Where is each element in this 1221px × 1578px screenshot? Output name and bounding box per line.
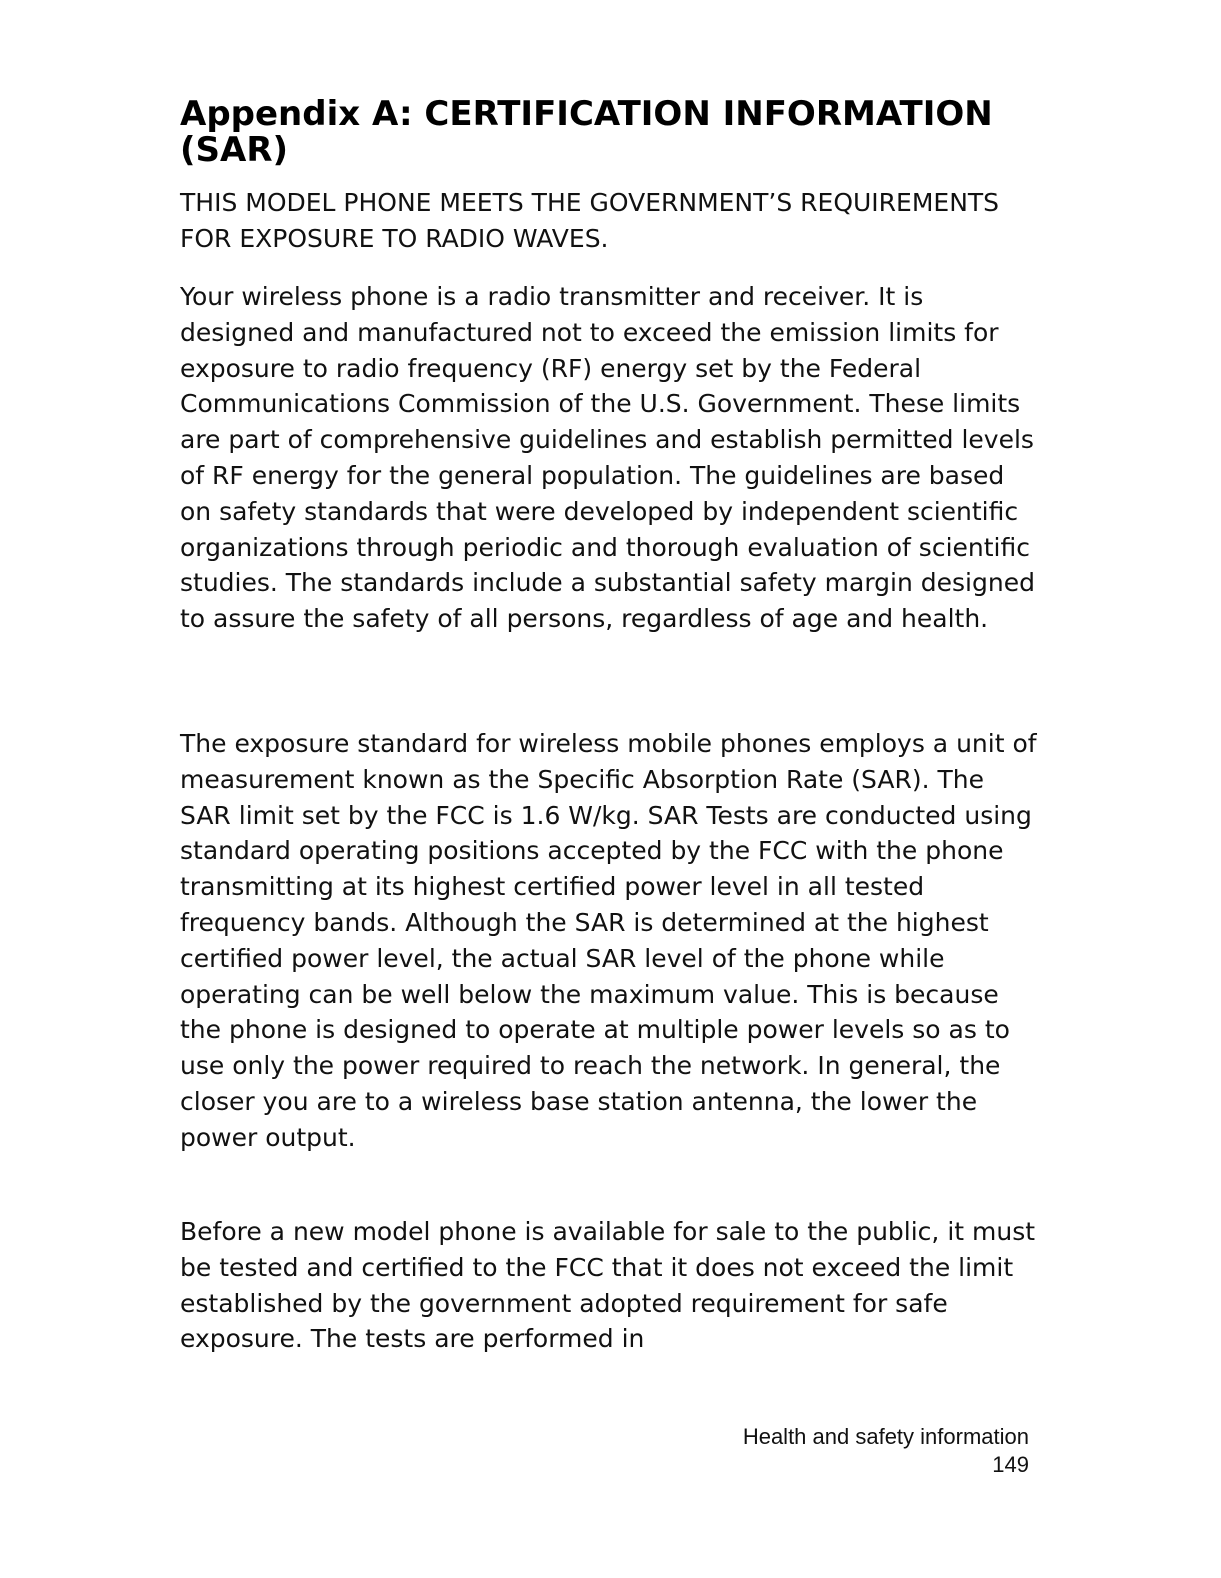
page-number: 149 — [992, 1452, 1029, 1477]
paragraph-sar-standard: The exposure standard for wireless mobile phones employs a unit of measurement known as the Specific Absorption Rate (SAR). The SAR limit set by the FCC is 1.6 W/kg. SAR Tests are conducted using standard operating positions accepted by the FCC with the phone transmitting at its highest certified power level in all tested frequency bands. Although the SAR is determined at the highest certified power level, the actual SAR level of the phone while operating can be well below the maximum value. This is because the phone is designed to operate at multiple power levels so as to use only the power required to reach the network. In general, the closer you are to a wireless base station antenna, the lower the power output. — [180, 729, 1037, 1152]
paragraph-rf-exposure: Your wireless phone is a radio transmitter and receiver. It is designed and manufactured not to exceed the emission limits for exposure to radio frequency (RF) energy set by the Federal Communications Commission of the U.S. Government. These limits are part of comprehensive guidelines and establish permitted levels of RF energy for the general population. The guidelines are based on safety standards that were developed by independent scientific organizations through periodic and thorough evaluation of scientific studies. The standards include a substantial safety margin designed to assure the safety of all persons, regardless of age and health. — [180, 282, 1035, 634]
footer-section-label: Health and safety information — [742, 1424, 1029, 1449]
paragraph-certification: Before a new model phone is available for sale to the public, it must be tested and certified to the FCC that it does not exceed the limit established by the government adopted requirement for safe exposure. The tests are performed in — [180, 1217, 1036, 1354]
page-title: Appendix A: CERTIFICATION INFORMATION (SAR) — [180, 94, 993, 170]
page-subtitle: THIS MODEL PHONE MEETS THE GOVERNMENT’S REQUIREMENTS FOR EXPOSURE TO RADIO WAVES. — [180, 188, 1000, 253]
